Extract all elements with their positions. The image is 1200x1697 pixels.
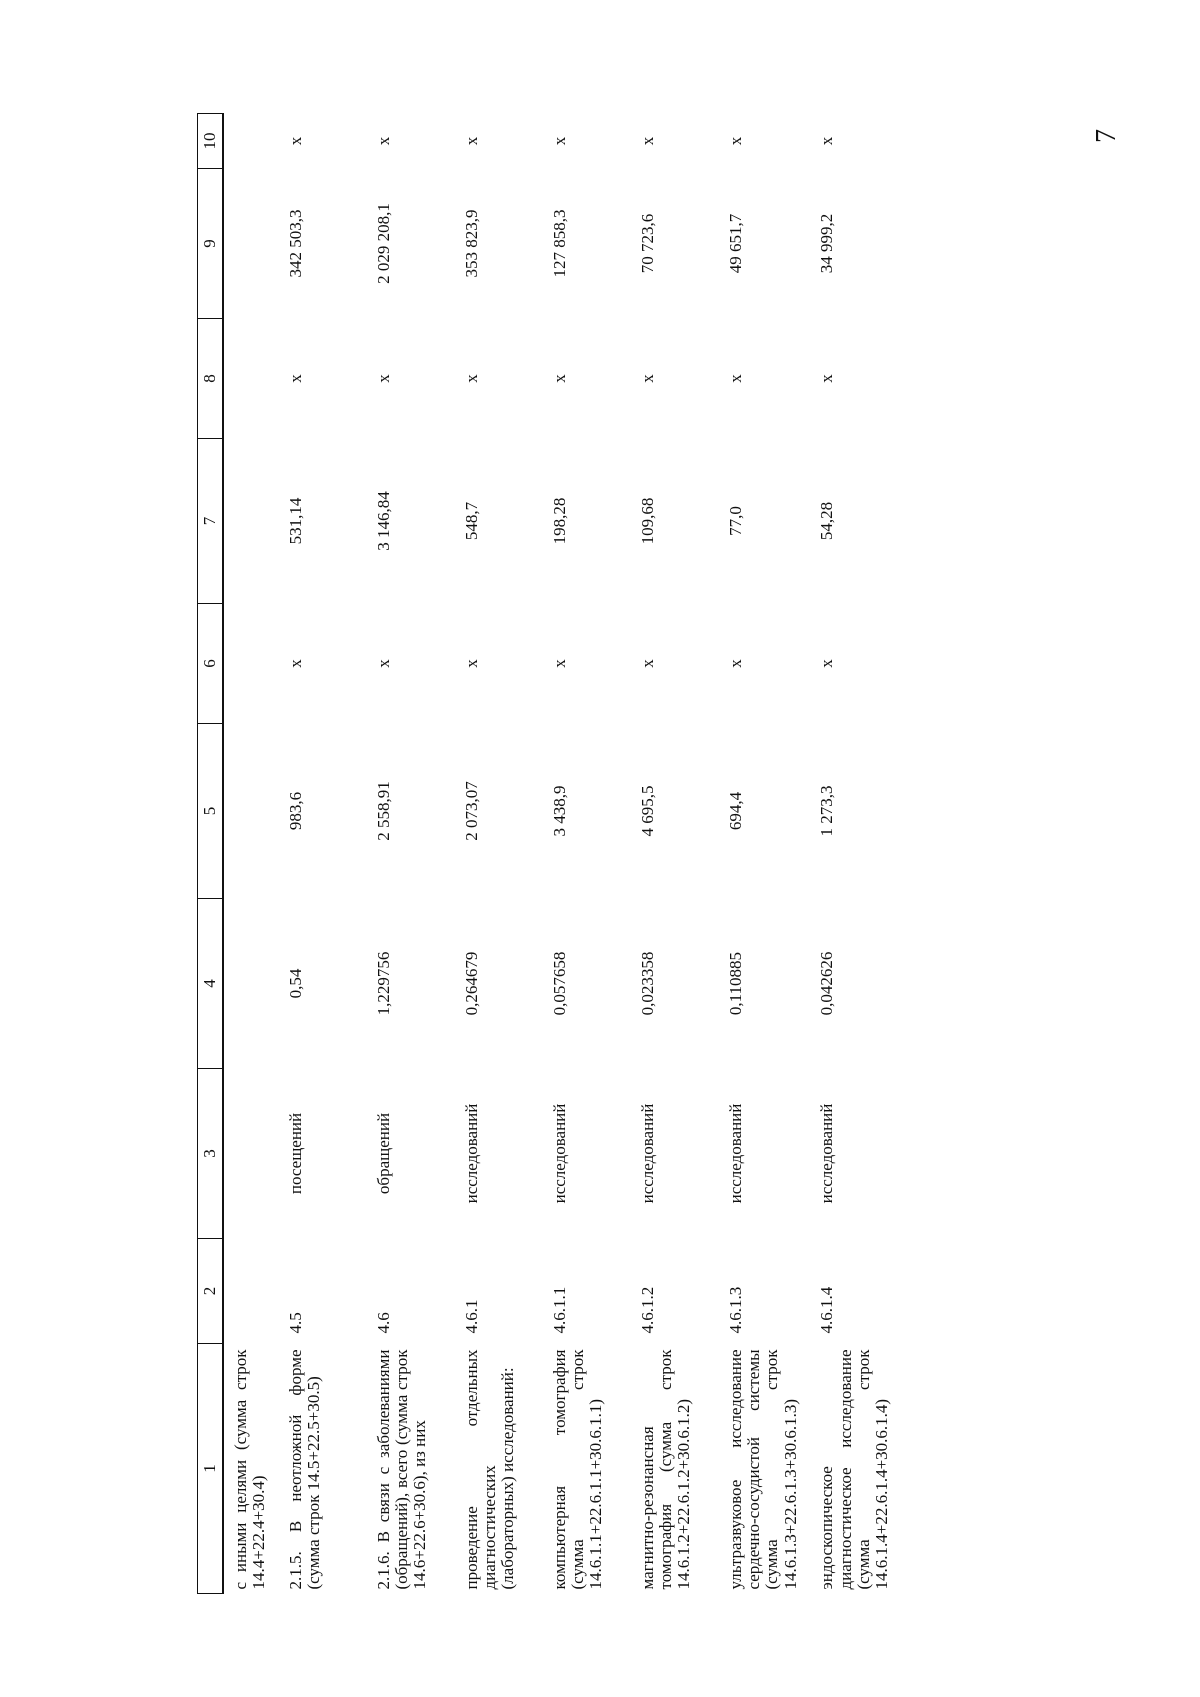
value-cell: х — [285, 659, 305, 668]
value-cell: 70 723,6 — [637, 213, 657, 274]
value-cell: 49 651,7 — [725, 213, 745, 274]
value-cell: х — [725, 374, 745, 383]
value-cell: х — [637, 136, 657, 146]
value-cell — [223, 169, 279, 319]
value-cell: х — [461, 374, 481, 383]
value-cell: х — [285, 374, 305, 383]
value-cell: х — [725, 659, 745, 668]
value-cell: 198,28 — [549, 497, 569, 545]
value-cell: 2 029 208,1 — [373, 203, 393, 284]
value-cell — [223, 604, 279, 724]
value-cell — [223, 319, 279, 439]
value-cell: х — [461, 659, 481, 668]
unit-cell: исследований — [637, 1103, 657, 1204]
value-cell: х — [549, 136, 569, 146]
column-header: 3 — [198, 1069, 224, 1239]
table-header-row — [198, 114, 224, 1594]
table-row — [543, 114, 631, 1594]
unit-cell: посещений — [285, 1112, 305, 1195]
column-header: 6 — [198, 604, 224, 724]
value-cell: х — [817, 659, 837, 668]
rotated-table-container — [197, 114, 1027, 1594]
row-code: 4.6.1.2 — [637, 1286, 657, 1334]
row-label: 2.1.5. В неотложной форме (сумма строк 14.5+22.5+30.5) — [285, 1349, 324, 1590]
value-cell: 1 273,3 — [817, 785, 837, 837]
value-cell: 694,4 — [725, 791, 745, 831]
value-cell: х — [725, 136, 745, 146]
value-cell: 34 999,2 — [817, 213, 837, 274]
unit-cell: исследований — [461, 1103, 481, 1204]
value-cell: х — [817, 136, 837, 146]
table-row — [631, 114, 719, 1594]
value-cell — [223, 724, 279, 899]
value-cell: 54,28 — [817, 501, 837, 541]
column-header: 5 — [198, 724, 224, 899]
row-code: 4.6 — [373, 1312, 393, 1334]
data-table — [197, 113, 902, 1594]
row-label: ультразвуковое исследование сердечно-сосудистой системы (сумма строк 14.6.1.3+22.6.1.3+30.6.1.3) — [725, 1349, 800, 1590]
value-cell: 0,110885 — [725, 951, 745, 1016]
table-row — [810, 114, 901, 1594]
value-cell: 1,229756 — [373, 951, 393, 1016]
value-cell: 2 073,07 — [461, 781, 481, 841]
value-cell: х — [637, 374, 657, 383]
value-cell: 0,042626 — [817, 951, 837, 1016]
value-cell — [223, 439, 279, 604]
row-label: проведение отдельных диагностических (лабораторных) исследований: — [461, 1349, 518, 1590]
table-row — [367, 114, 455, 1594]
value-cell: 127 858,3 — [549, 209, 569, 278]
value-cell: 0,023358 — [637, 951, 657, 1016]
table-row — [223, 114, 279, 1594]
unit-cell: обращений — [373, 1112, 393, 1195]
value-cell: х — [817, 374, 837, 383]
value-cell: 0,057658 — [549, 951, 569, 1016]
row-label: компьютерная томография (сумма строк 14.6.1.1+22.6.1.1+30.6.1.1) — [549, 1349, 606, 1590]
unit-cell: исследований — [817, 1103, 837, 1204]
value-cell: 531,14 — [285, 497, 305, 545]
value-cell: х — [285, 136, 305, 146]
value-cell: 77,0 — [725, 506, 745, 536]
table-row — [719, 114, 810, 1594]
row-code: 4.6.1.3 — [725, 1286, 745, 1334]
value-cell: х — [549, 374, 569, 383]
value-cell: 3 438,9 — [549, 785, 569, 837]
column-header: 10 — [198, 114, 224, 169]
row-code: 4.6.1.4 — [817, 1286, 837, 1334]
column-header: 8 — [198, 319, 224, 439]
row-code: 4.6.1.1 — [549, 1286, 569, 1334]
column-header: 7 — [198, 439, 224, 604]
column-header: 2 — [198, 1239, 224, 1344]
value-cell: х — [549, 659, 569, 668]
value-cell: 4 695,5 — [637, 785, 657, 837]
page-number: 7 — [1091, 129, 1122, 143]
value-cell: х — [373, 374, 393, 383]
column-header: 4 — [198, 899, 224, 1069]
column-header: 9 — [198, 169, 224, 319]
value-cell — [223, 114, 279, 169]
value-cell: 983,6 — [285, 791, 305, 831]
row-code — [223, 1239, 279, 1344]
row-label: магнитно-резонансная томография (сумма строк 14.6.1.2+22.6.1.2+30.6.1.2) — [637, 1349, 694, 1590]
row-label: с иными целями (сумма строк 14.4+22.4+30.4) — [231, 1349, 269, 1590]
row-code: 4.5 — [285, 1312, 305, 1334]
value-cell: 548,7 — [461, 501, 481, 541]
unit-cell — [223, 1069, 279, 1239]
value-cell: 3 146,84 — [373, 491, 393, 551]
unit-cell: исследований — [725, 1103, 745, 1204]
table-row — [455, 114, 543, 1594]
value-cell: х — [637, 659, 657, 668]
value-cell: х — [461, 136, 481, 146]
value-cell: х — [373, 659, 393, 668]
table-body — [223, 114, 902, 1594]
value-cell: 342 503,3 — [285, 209, 305, 278]
value-cell: 109,68 — [637, 497, 657, 545]
value-cell: 0,264679 — [461, 951, 481, 1016]
table-row — [279, 114, 367, 1594]
value-cell: 2 558,91 — [373, 781, 393, 841]
value-cell: х — [373, 136, 393, 146]
column-header: 1 — [198, 1344, 224, 1594]
row-code: 4.6.1 — [461, 1299, 481, 1334]
unit-cell: исследований — [549, 1103, 569, 1204]
value-cell — [223, 899, 279, 1069]
row-label: 2.1.6. В связи с заболеваниями (обращений), всего (сумма строк 14.6+22.6+30.6), из них — [373, 1349, 430, 1590]
value-cell: 353 823,9 — [461, 209, 481, 278]
value-cell: 0,54 — [285, 968, 305, 999]
row-label: эндоскопическое диагностическое исследование (сумма строк 14.6.1.4+22.6.1.4+30.6.1.4) — [817, 1349, 892, 1590]
